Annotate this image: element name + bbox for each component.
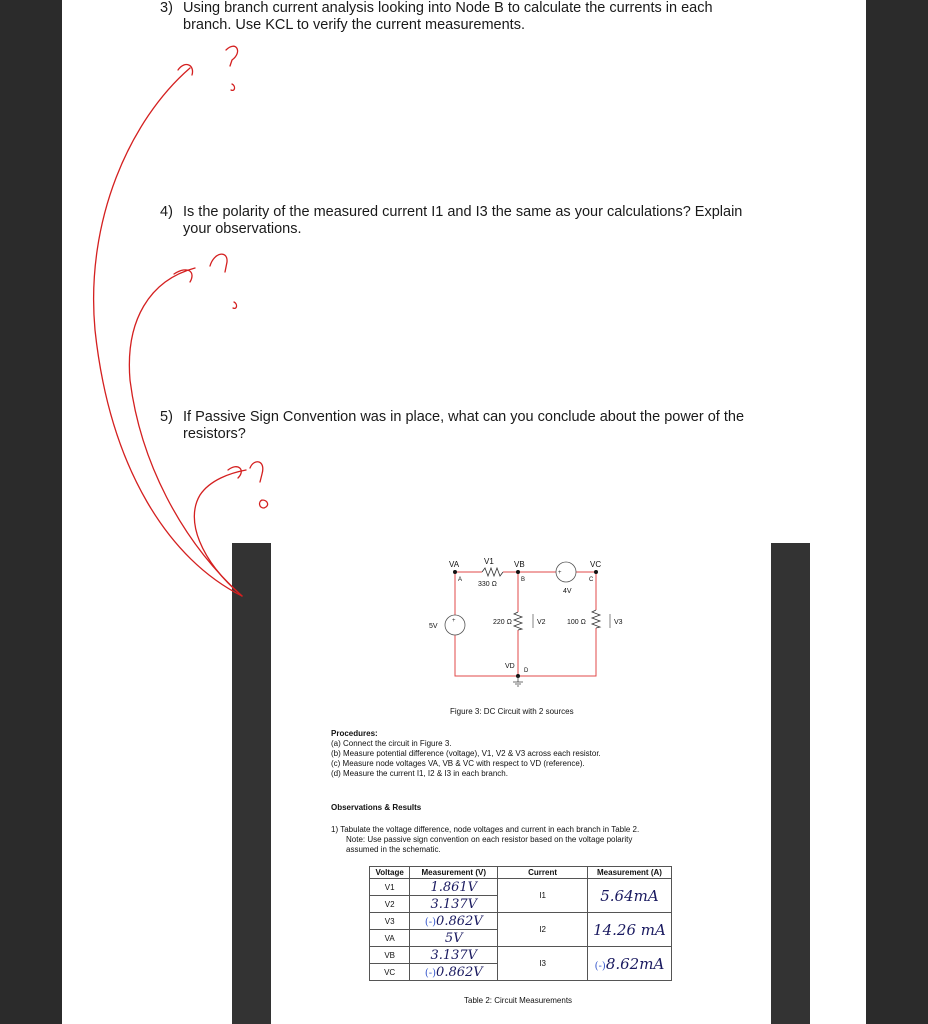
current-name: I1 [498, 879, 588, 913]
value: 1.861V [430, 879, 478, 895]
label-node-a: A [458, 577, 463, 583]
voltage-name: VC [370, 964, 410, 981]
label-r3: 100 Ω [567, 619, 586, 626]
voltage-name: V3 [370, 913, 410, 930]
value: 0.862V [436, 964, 483, 980]
current-name: I2 [498, 913, 588, 947]
voltage-name: V2 [370, 896, 410, 913]
header-measurement-v: Measurement (V) [410, 867, 498, 879]
procedure-item: (d) Measure the current I1, I2 & I3 in each branch. [331, 769, 508, 778]
question-mark-icon [178, 65, 193, 75]
sign: (-) [594, 960, 606, 972]
observations-title: Observations & Results [331, 803, 422, 812]
label-va: VA [449, 560, 460, 569]
observations-line: Note: Use passive sign convention on each resistor based on the voltage polarity [346, 835, 633, 844]
procedure-item: (a) Connect the circuit in Figure 3. [331, 739, 452, 748]
question-line: resistors? [183, 426, 246, 442]
value: 3.137V [430, 896, 478, 912]
sign: (-) [424, 967, 437, 979]
observations-line: 1) Tabulate the voltage difference, node voltages and current in each branch in Table 2. [331, 825, 640, 834]
observations-line: assumed in the schematic. [346, 845, 441, 854]
label-src2: 4V [563, 588, 572, 595]
value: 14.26 mA [593, 920, 666, 939]
label-node-d: D [524, 668, 529, 674]
label-r1: 330 Ω [478, 581, 497, 588]
voltage-name: V1 [370, 879, 410, 896]
label-v2: V2 [537, 619, 546, 626]
table-caption: Table 2: Circuit Measurements [464, 996, 573, 1005]
question-line: Using branch current analysis looking into Node B to calculate the currents in each [183, 0, 713, 16]
question-mark-icon [233, 302, 237, 308]
voltage-name: VB [370, 947, 410, 964]
annotation-curve [129, 268, 242, 596]
procedures-title: Procedures: [331, 729, 378, 738]
question-line: branch. Use KCL to verify the current measurements. [183, 17, 525, 33]
value: 0.862V [436, 913, 483, 929]
label-vd: VD [505, 663, 515, 670]
current-name: I3 [498, 947, 588, 981]
question-line: your observations. [183, 221, 302, 237]
label-vb: VB [514, 560, 525, 569]
value: 3.137V [430, 947, 478, 963]
value: 5.64mA [600, 886, 659, 905]
header-current: Current [498, 867, 588, 879]
question-number: 5) [160, 409, 173, 425]
svg-text:+: + [558, 570, 562, 576]
sign: (-) [424, 916, 437, 928]
header-voltage: Voltage [370, 867, 410, 879]
question-mark-icon [210, 254, 227, 272]
label-v1: V1 [484, 557, 494, 566]
procedure-item: (c) Measure node voltages VA, VB & VC with respect to VD (reference). [331, 759, 585, 768]
question-mark-icon [226, 46, 238, 66]
question-line: If Passive Sign Convention was in place, what can you conclude about the power of the [183, 409, 745, 425]
question-number: 4) [160, 204, 173, 220]
svg-text:+: + [452, 618, 456, 624]
label-node-b: B [521, 577, 526, 583]
figure-caption: Figure 3: DC Circuit with 2 sources [450, 707, 574, 716]
question-mark-icon [260, 500, 268, 508]
question-number: 3) [160, 0, 173, 16]
annotation-curve [94, 68, 242, 596]
question-mark-icon [231, 84, 235, 90]
voltage-name: VA [370, 930, 410, 947]
label-vc: VC [590, 560, 602, 569]
value: 8.62mA [605, 954, 665, 973]
question-line: Is the polarity of the measured current I1 and I3 the same as your calculations? Explain [183, 204, 743, 220]
annotation-curve [194, 470, 246, 596]
label-r2: 220 Ω [493, 619, 512, 626]
value: 5V [444, 930, 463, 946]
label-src1: 5V [429, 623, 438, 630]
label-node-c: C [589, 577, 594, 583]
question-mark-icon [250, 462, 263, 482]
header-measurement-a: Measurement (A) [587, 867, 671, 879]
label-v3: V3 [614, 619, 623, 626]
procedure-item: (b) Measure potential difference (voltage), V1, V2 & V3 across each resistor. [331, 749, 601, 758]
